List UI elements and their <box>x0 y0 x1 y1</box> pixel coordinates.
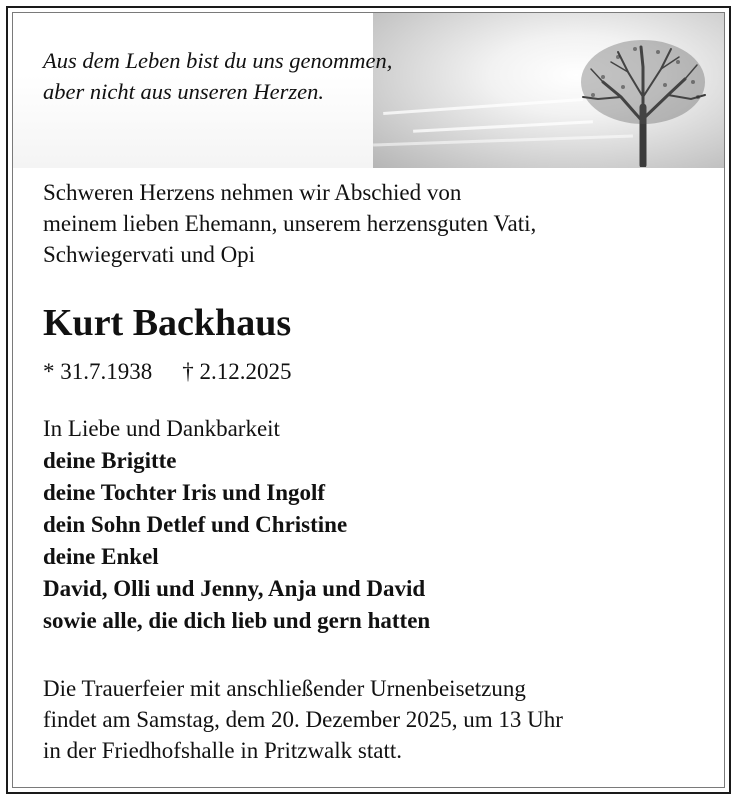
intro-line: Schweren Herzens nehmen wir Abschied von <box>43 180 462 205</box>
motto-verse <box>43 45 392 107</box>
mourners-intro: In Liebe und Dankbarkeit <box>43 416 280 441</box>
motto-line: Aus dem Leben bist du uns genommen, <box>43 48 393 73</box>
mourner-line: deine Tochter Iris und Ingolf <box>43 480 326 505</box>
mourner-line: sowie alle, die dich lieb und gern hatten <box>43 608 431 633</box>
mourners-list <box>43 413 430 637</box>
mourner-line: deine Enkel <box>43 544 159 569</box>
death-date: † 2.12.2025 <box>182 359 292 384</box>
obituary-inner-border <box>12 12 725 788</box>
life-dates <box>43 357 292 387</box>
birth-date: * 31.7.1938 <box>43 359 153 384</box>
mourner-line: dein Sohn Detlef und Christine <box>43 512 348 537</box>
intro-line: meinem lieben Ehemann, unserem herzensguten Vati, <box>43 211 537 236</box>
intro-line: Schwiegervati und Opi <box>43 242 256 267</box>
light-streak <box>383 98 583 115</box>
deceased-name: Kurt Backhaus <box>43 302 292 344</box>
motto-line: aber nicht aus unseren Herzen. <box>43 79 324 104</box>
funeral-notice <box>43 673 563 766</box>
obituary-frame <box>6 6 731 794</box>
light-streak <box>413 120 593 132</box>
mourner-line: David, Olli und Jenny, Anja und David <box>43 576 426 601</box>
funeral-line: findet am Samstag, dem 20. Dezember 2025, um 13 Uhr <box>43 707 563 732</box>
tree-icon <box>573 27 713 167</box>
funeral-line: Die Trauerfeier mit anschließender Urnenbeisetzung <box>43 676 526 701</box>
intro-text <box>43 177 536 270</box>
mourner-line: deine Brigitte <box>43 448 177 473</box>
funeral-line: in der Friedhofshalle in Pritzwalk statt. <box>43 738 402 763</box>
